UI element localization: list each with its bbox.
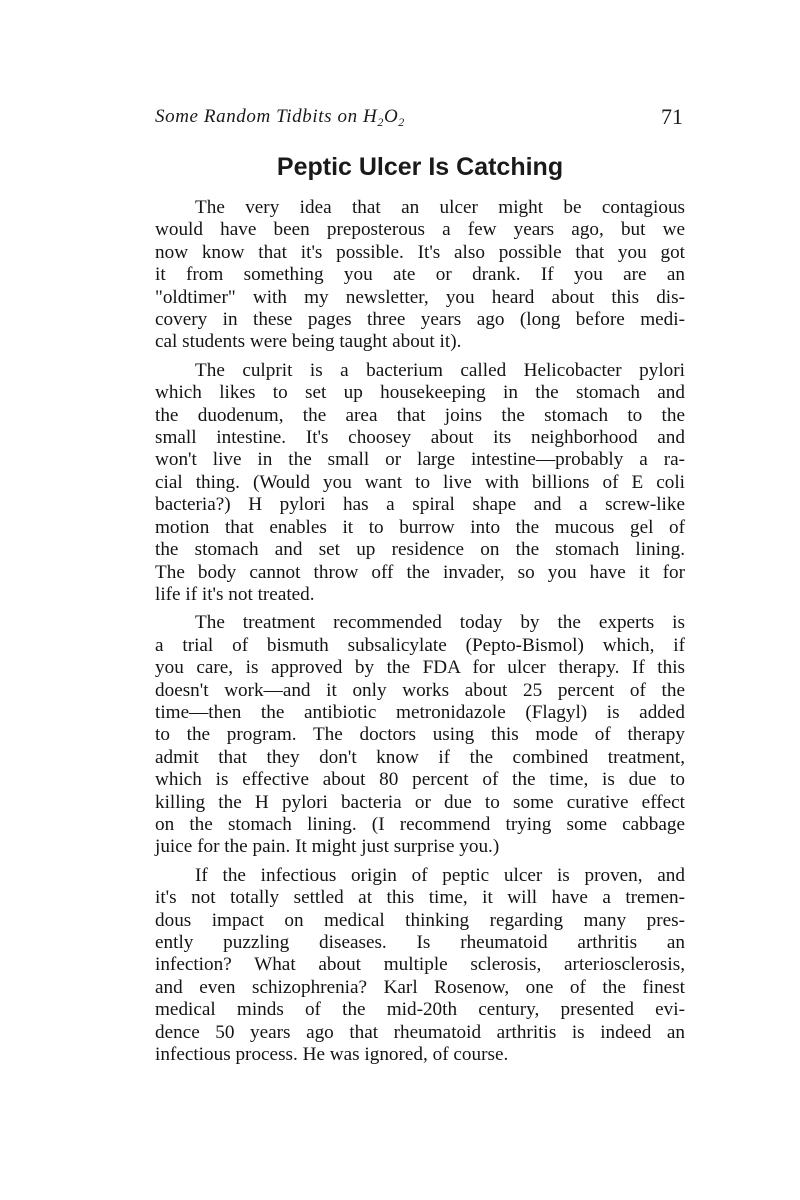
paragraph <box>155 360 685 606</box>
text-line: the duodenum, the area that joins the stomach to the <box>155 404 685 426</box>
text-line: it from something you ate or drank. If you are an <box>155 264 685 286</box>
text-line: a trial of bismuth subsalicylate (Pepto-Bismol) which, if <box>155 634 685 656</box>
text-line: and even schizophrenia? Karl Rosenow, one of the finest <box>155 976 685 998</box>
text-line: ently puzzling diseases. Is rheumatoid arthritis an <box>155 932 685 953</box>
paragraph <box>155 612 685 858</box>
text-line: which likes to set up housekeeping in the stomach and <box>155 382 685 404</box>
text-line: The body cannot throw off the invader, so you have it for <box>155 561 685 583</box>
text-line: on the stomach lining. (I recommend trying some cabbage <box>155 813 685 835</box>
text-line: medical minds of the mid-20th century, presented evi- <box>155 999 685 1021</box>
text-line: The treatment recommended today by the experts is <box>195 612 685 634</box>
text-line: which is effective about 80 percent of the time, is due to <box>155 769 685 791</box>
text-line: cal students were being taught about it). <box>155 331 462 353</box>
book-title-mid: O <box>383 106 399 127</box>
text-line: The very idea that an ulcer might be contagious <box>195 197 685 218</box>
text-line: would have been preposterous a few years ago, but we <box>155 219 685 241</box>
text-line: If the infectious origin of peptic ulcer is proven, and <box>195 864 685 886</box>
text-line: The culprit is a bacterium called Helicobacter pylori <box>195 359 685 381</box>
book-title-subscript-1: 2 <box>377 115 384 129</box>
text-line: dous impact on medical thinking regarding many pres- <box>155 909 685 931</box>
text-line: now know that it's possible. It's also possible that you got <box>155 241 685 263</box>
text-line: cial thing. (Would you want to live with billions of E coli <box>155 471 685 493</box>
text-line: doesn't work—and it only works about 25 percent of the <box>155 679 685 701</box>
text-line: the stomach and set up residence on the stomach lining. <box>155 539 685 561</box>
running-header <box>155 106 685 140</box>
text-line: you care, is approved by the FDA for ulcer therapy. If this <box>155 657 685 679</box>
text-line: dence 50 years ago that rheumatoid arthritis is indeed an <box>155 1021 685 1043</box>
book-title-subscript-2: 2 <box>398 115 405 129</box>
text-line: life if it's not treated. <box>155 583 315 605</box>
text-line: time—then the antibiotic metronidazole (Flagyl) is added <box>155 701 685 723</box>
book-title-prefix: Some Random Tidbits on H <box>155 106 378 127</box>
text-line: won't live in the small or large intestine—probably a ra- <box>155 449 685 471</box>
text-line: killing the H pylori bacteria or due to some curative effect <box>155 791 685 813</box>
paragraph <box>155 865 685 1067</box>
text-line: "oldtimer" with my newsletter, you heard about this dis- <box>155 286 685 308</box>
article-title: Peptic Ulcer Is Catching <box>276 153 564 181</box>
text-line: motion that enables it to burrow into the mucous gel of <box>155 516 685 538</box>
text-line: covery in these pages three years ago (long before medi- <box>155 309 685 331</box>
text-line: bacteria?) H pylori has a spiral shape and a screw-like <box>155 494 685 516</box>
text-line: small intestine. It's choosey about its neighborhood and <box>155 427 685 449</box>
text-line: it's not totally settled at this time, it will have a tremen- <box>155 887 685 909</box>
article-body <box>155 197 685 1072</box>
text-line: juice for the pain. It might just surprise you.) <box>155 836 500 858</box>
text-line: infection? What about multiple sclerosis, arteriosclerosis, <box>155 954 685 976</box>
text-line: admit that they don't know if the combined treatment, <box>155 746 685 768</box>
book-title <box>155 106 405 128</box>
page-number: 71 <box>661 104 683 129</box>
paragraph <box>155 197 685 354</box>
text-line: infectious process. He was ignored, of course. <box>155 1044 509 1066</box>
text-line: to the program. The doctors using this mode of therapy <box>155 724 685 746</box>
